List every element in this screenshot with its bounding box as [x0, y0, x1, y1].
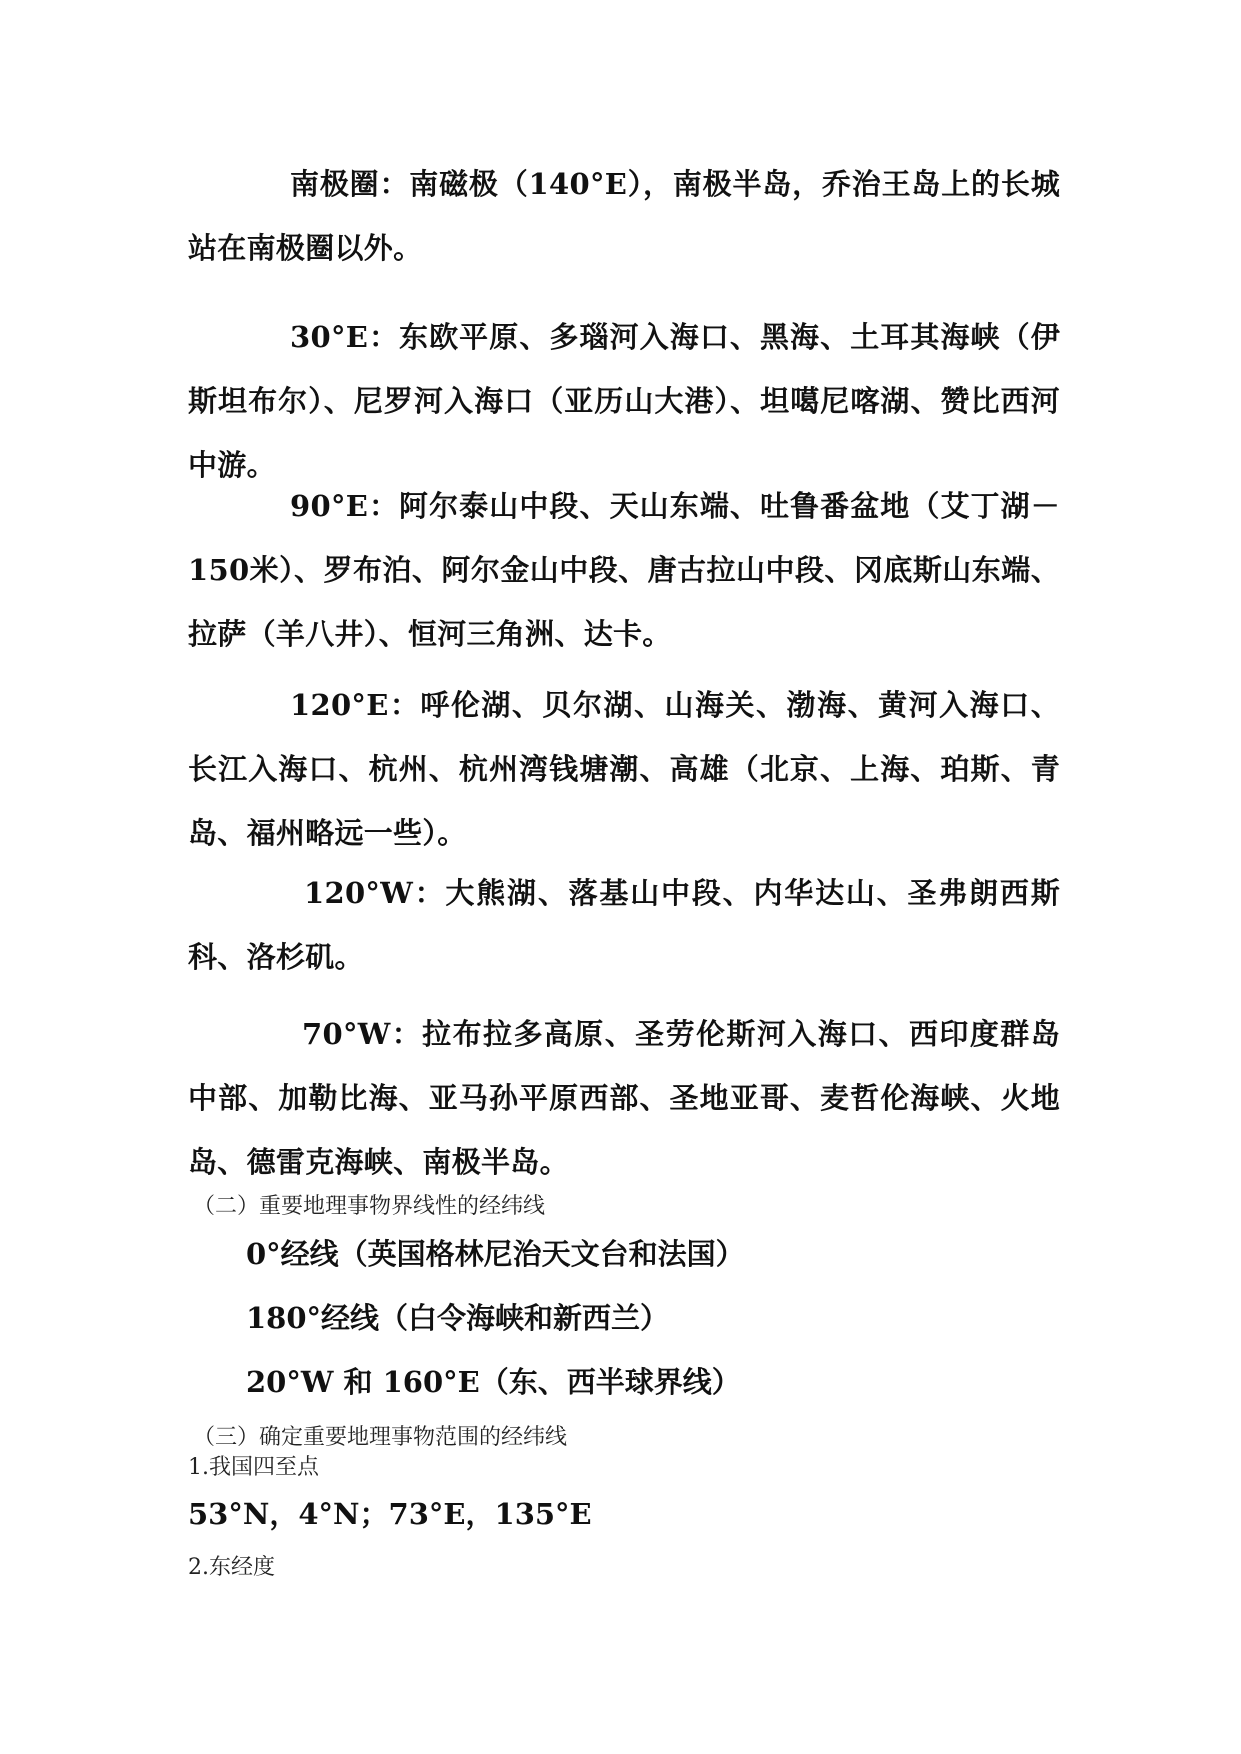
paragraph-30e: 30°E：东欧平原、多瑙河入海口、黑海、土耳其海峡（伊斯坦布尔）、尼罗河入海口（亚历山大港）、坦噶尼喀湖、赞比西河中游。 [188, 320, 1060, 482]
paragraph-antarctic-circle: 南极圈：南磁极（140°E），南极半岛，乔治王岛上的长城站在南极圈以外。 [188, 167, 1060, 265]
boundary-line-180-meridian: 180°经线（白令海峡和新西兰） [246, 1301, 670, 1335]
subsection-1-heading: 1.我国四至点 [188, 1455, 319, 1480]
paragraph-70w: 70°W：拉布拉多高原、圣劳伦斯河入海口、西印度群岛中部、加勒比海、亚马孙平原西部、圣地亚哥、麦哲伦海峡、火地岛、德雷克海峡、南极半岛。 [188, 1017, 1060, 1179]
boundary-line-hemisphere: 20°W 和 160°E（东、西半球界线） [246, 1365, 741, 1399]
section-3-heading: （三）确定重要地理事物范围的经纬线 [193, 1425, 568, 1450]
paragraph-90e: 90°E：阿尔泰山中段、天山东端、吐鲁番盆地（艾丁湖－150米）、罗布泊、阿尔金山中段、唐古拉山中段、冈底斯山东端、拉萨（羊八井）、恒河三角洲、达卡。 [188, 489, 1060, 651]
subsection-2-heading: 2.东经度 [188, 1555, 275, 1580]
section-2-heading: （二）重要地理事物界线性的经纬线 [193, 1194, 546, 1219]
paragraph-120w: 120°W：大熊湖、落基山中段、内华达山、圣弗朗西斯科、洛杉矶。 [188, 876, 1060, 974]
paragraph-120e: 120°E：呼伦湖、贝尔湖、山海关、渤海、黄河入海口、长江入海口、杭州、杭州湾钱塘潮、高雄（北京、上海、珀斯、青岛、福州略远一些）。 [188, 688, 1060, 850]
boundary-line-prime-meridian: 0°经线（英国格林尼治天文台和法国） [246, 1237, 745, 1271]
china-extreme-points-coordinates: 53°N，4°N；73°E，135°E [188, 1497, 592, 1531]
